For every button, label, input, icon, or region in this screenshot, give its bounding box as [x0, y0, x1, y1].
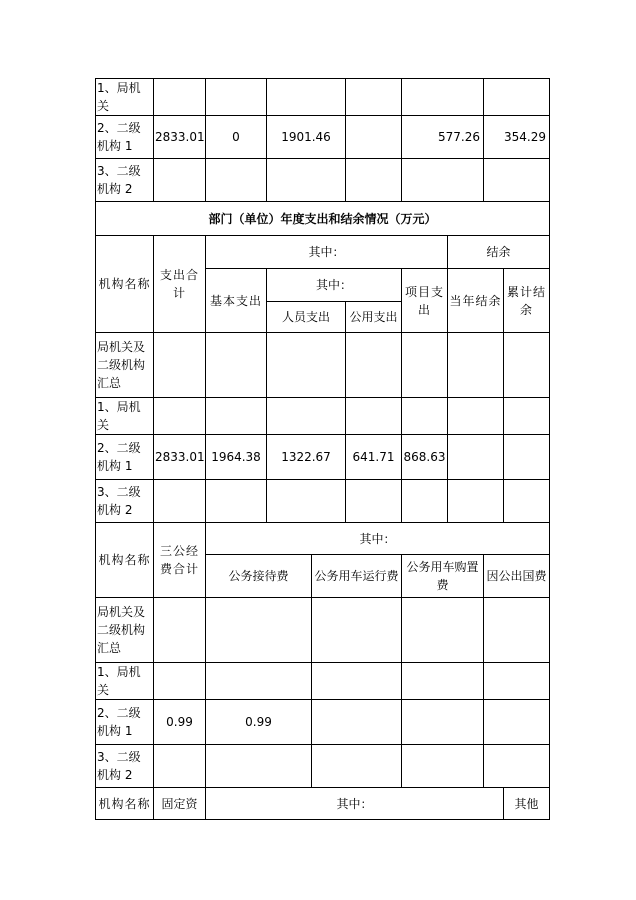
- header-row: [96, 236, 550, 269]
- value-cell: 577.26: [402, 116, 484, 159]
- section-title: 部门（单位）年度支出和结余情况（万元）: [96, 202, 550, 236]
- value-cell: [154, 480, 206, 523]
- value-cell: [154, 745, 206, 788]
- org-name-cell: 局机关及二级机构汇总: [96, 598, 154, 663]
- table-row: [96, 333, 550, 398]
- value-cell: [402, 700, 484, 745]
- header-fixed: 固定资: [154, 788, 206, 820]
- value-cell: [402, 333, 448, 398]
- value-cell: [448, 480, 504, 523]
- header-among: 其中：: [206, 523, 550, 555]
- value-cell: [312, 663, 402, 700]
- value-cell: [346, 159, 402, 202]
- header-balance: 结余: [448, 236, 550, 269]
- org-name-cell: 1、局机关: [96, 398, 154, 435]
- value-cell: [267, 333, 346, 398]
- header-total: 支出合计: [154, 236, 206, 333]
- org-name-cell: 2、二级机构 1: [96, 435, 154, 480]
- value-cell: [154, 79, 206, 116]
- value-cell: [448, 333, 504, 398]
- value-cell: [402, 745, 484, 788]
- table-row: [96, 663, 550, 700]
- header-row: [96, 523, 550, 555]
- value-cell: 2833.01: [154, 116, 206, 159]
- org-name-cell: 2、二级机构 1: [96, 116, 154, 159]
- value-cell: [484, 159, 550, 202]
- table-row: [96, 480, 550, 523]
- org-name-cell: 2、二级机构 1: [96, 700, 154, 745]
- value-cell: [346, 333, 402, 398]
- value-cell: [484, 745, 550, 788]
- value-cell: [484, 598, 550, 663]
- header-cumulative: 累计结余: [504, 269, 550, 333]
- value-cell: [346, 480, 402, 523]
- value-cell: 0: [206, 116, 267, 159]
- value-cell: [448, 398, 504, 435]
- document-page: [95, 78, 547, 820]
- value-cell: 0.99: [154, 700, 206, 745]
- value-cell: [448, 435, 504, 480]
- value-cell: 868.63: [402, 435, 448, 480]
- value-cell: [206, 663, 312, 700]
- table-row: [96, 598, 550, 663]
- value-cell: [402, 480, 448, 523]
- value-cell: [484, 700, 550, 745]
- header-basic: 基本支出: [206, 269, 267, 333]
- org-name-cell: 3、二级机构 2: [96, 480, 154, 523]
- value-cell: [154, 333, 206, 398]
- value-cell: [312, 598, 402, 663]
- value-cell: [312, 745, 402, 788]
- value-cell: [504, 333, 550, 398]
- org-name-cell: 3、二级机构 2: [96, 745, 154, 788]
- header-org-name: 机构名称: [96, 236, 154, 333]
- header-vehicle-purchase: 公务用车购置费: [402, 555, 484, 598]
- value-cell: [504, 398, 550, 435]
- header-overseas: 因公出国费: [484, 555, 550, 598]
- value-cell: [154, 398, 206, 435]
- value-cell: [346, 79, 402, 116]
- header-total: 三公经费合计: [154, 523, 206, 598]
- table-row: [96, 700, 550, 745]
- budget-table: [95, 78, 550, 820]
- value-cell: [402, 79, 484, 116]
- value-cell: [402, 598, 484, 663]
- header-among: 其中：: [206, 236, 448, 269]
- value-cell: [504, 480, 550, 523]
- value-cell: [267, 79, 346, 116]
- value-cell: [206, 398, 267, 435]
- value-cell: [206, 745, 312, 788]
- table-row: [96, 116, 550, 159]
- org-name-cell: 1、局机关: [96, 663, 154, 700]
- value-cell: [206, 333, 267, 398]
- value-cell: [206, 480, 267, 523]
- value-cell: [206, 598, 312, 663]
- value-cell: 0.99: [206, 700, 312, 745]
- table-row: [96, 435, 550, 480]
- header-among-sub: 其中：: [267, 269, 402, 302]
- header-row: [96, 788, 550, 820]
- value-cell: [346, 398, 402, 435]
- value-cell: [154, 598, 206, 663]
- header-org-name: 机构名称: [96, 788, 154, 820]
- value-cell: [402, 159, 484, 202]
- header-project: 项目支出: [402, 269, 448, 333]
- value-cell: 1964.38: [206, 435, 267, 480]
- header-personnel: 人员支出: [267, 302, 346, 333]
- value-cell: 2833.01: [154, 435, 206, 480]
- header-reception: 公务接待费: [206, 555, 312, 598]
- value-cell: [504, 435, 550, 480]
- table-row: [96, 159, 550, 202]
- org-name-cell: 3、二级机构 2: [96, 159, 154, 202]
- table-row: [96, 79, 550, 116]
- table-row: [96, 398, 550, 435]
- value-cell: [206, 159, 267, 202]
- value-cell: 354.29: [484, 116, 550, 159]
- value-cell: [484, 79, 550, 116]
- value-cell: 1322.67: [267, 435, 346, 480]
- org-name-cell: 局机关及二级机构汇总: [96, 333, 154, 398]
- value-cell: [484, 663, 550, 700]
- header-other: 其他: [504, 788, 550, 820]
- value-cell: [312, 700, 402, 745]
- value-cell: [267, 159, 346, 202]
- value-cell: [402, 663, 484, 700]
- value-cell: 641.71: [346, 435, 402, 480]
- value-cell: [267, 398, 346, 435]
- value-cell: [267, 480, 346, 523]
- header-org-name: 机构名称: [96, 523, 154, 598]
- section-title-row: [96, 202, 550, 236]
- value-cell: 1901.46: [267, 116, 346, 159]
- header-public: 公用支出: [346, 302, 402, 333]
- org-name-cell: 1、局机关: [96, 79, 154, 116]
- value-cell: [402, 398, 448, 435]
- header-current-year: 当年结余: [448, 269, 504, 333]
- table-row: [96, 745, 550, 788]
- header-among: 其中：: [206, 788, 504, 820]
- value-cell: [154, 663, 206, 700]
- value-cell: [154, 159, 206, 202]
- header-vehicle-operation: 公务用车运行费: [312, 555, 402, 598]
- value-cell: [346, 116, 402, 159]
- value-cell: [206, 79, 267, 116]
